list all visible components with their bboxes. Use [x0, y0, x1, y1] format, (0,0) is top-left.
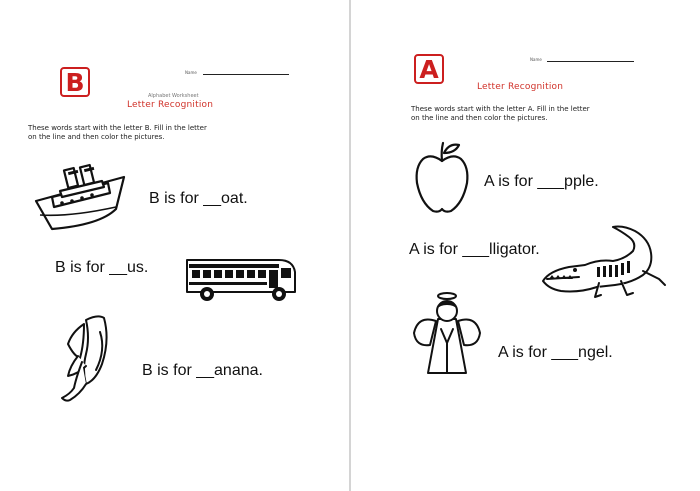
- alligator-icon: [539, 223, 669, 305]
- banana-icon: [56, 310, 112, 404]
- instructions: [28, 124, 207, 142]
- worksheet-title: Letter Recognition: [127, 100, 214, 110]
- name-line[interactable]: [203, 74, 289, 75]
- letter-badge-glyph: A: [419, 55, 439, 84]
- name-label: Name: [185, 70, 197, 75]
- worksheet-page-a: [351, 0, 700, 491]
- name-line[interactable]: [547, 61, 634, 62]
- worksheet-title: Letter Recognition: [477, 82, 564, 92]
- instructions-line: on the line and then color the pictures.: [411, 114, 548, 122]
- apple-icon: [413, 139, 471, 215]
- angel-icon: [410, 289, 484, 377]
- letter-badge-glyph: B: [65, 68, 85, 97]
- instructions-line: These words start with the letter A. Fill in the letter: [411, 105, 590, 113]
- boat-icon: [30, 163, 130, 235]
- item-phrase-banana: B is for __anana.: [142, 362, 263, 379]
- worksheet-page-b: [0, 0, 349, 491]
- letter-badge-b: [60, 67, 90, 97]
- item-phrase-bus: B is for __us.: [55, 259, 149, 276]
- letter-badge-a: [414, 54, 444, 84]
- name-label: Name: [530, 57, 542, 62]
- item-phrase-apple: A is for ___pple.: [484, 173, 599, 190]
- item-phrase-boat: B is for __oat.: [149, 190, 248, 207]
- worksheet-subtitle: Alphabet Worksheet: [148, 93, 199, 99]
- item-phrase-alligator: A is for ___lligator.: [409, 241, 540, 258]
- item-phrase-angel: A is for ___ngel.: [498, 344, 613, 361]
- bus-icon: [183, 254, 299, 302]
- instructions: [411, 105, 590, 123]
- instructions-line: These words start with the letter B. Fill in the letter: [28, 124, 207, 132]
- instructions-line: on the line and then color the pictures.: [28, 133, 165, 141]
